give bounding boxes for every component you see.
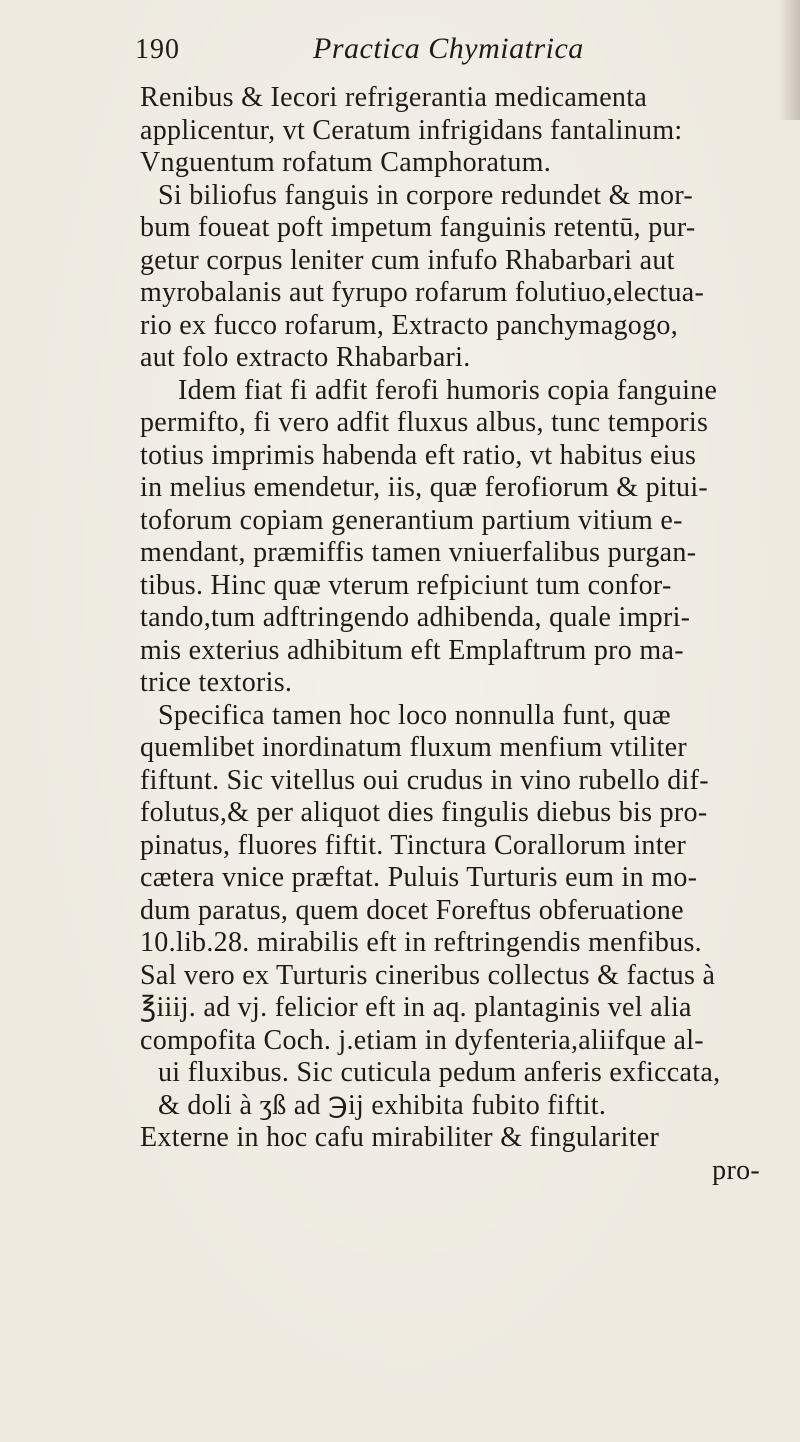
catchword: pro- — [712, 1154, 760, 1186]
body-text — [140, 82, 780, 1187]
text-line: mendant, præmiffis tamen vniuerfalibus purgan- — [140, 537, 697, 568]
page-number: 190 — [135, 34, 180, 65]
running-title: Practica Chymiatrica — [313, 32, 584, 65]
text-line: Renibus & Iecori refrigerantia medicamenta — [140, 82, 648, 113]
text-line: tibus. Hinc quæ vterum refpiciunt tum confor- — [140, 569, 672, 601]
page-header — [135, 30, 775, 70]
text-line: getur corpus leniter cum infufo Rhabarbari aut — [140, 244, 675, 276]
text-line: tando,tum adftringendo adhibenda, quale impri- — [140, 602, 691, 633]
text-line: Idem fiat fi adfit ferofi humoris copia fanguine — [178, 374, 718, 406]
text-line: rio ex fucco rofarum, Extracto panchymagogo, — [140, 309, 678, 341]
text-line: Specifica tamen hoc loco nonnulla funt, quæ — [158, 699, 671, 731]
text-line: applicentur, vt Ceratum infrigidans fantalinum: — [140, 114, 683, 146]
text-line: Sal vero ex Turturis cineribus collectus & factus à — [140, 959, 716, 991]
text-line: Externe in hoc cafu mirabiliter & fingulariter — [140, 1122, 660, 1153]
text-line: mis exterius adhibitum eft Emplaftrum pro ma- — [140, 634, 684, 666]
text-line: bum foueat poft impetum fanguinis retentū, pur- — [140, 212, 696, 243]
text-line: pinatus, fluores fiftit. Tinctura Corallorum inter — [140, 829, 687, 861]
text-line: aut folo extracto Rhabarbari. — [140, 342, 471, 373]
text-line: ℥iiij. ad vj. felicior eft in aq. plantaginis vel alia — [140, 992, 692, 1023]
text-line: cætera vnice præftat. Puluis Turturis eum in mo- — [140, 862, 698, 893]
text-line: in melius emendetur, iis, quæ ferofiorum & pitui- — [140, 472, 709, 503]
text-line: toforum copiam generantium partium vitium e- — [140, 504, 683, 536]
text-line: compofita Coch. j.etiam in dyfenteria,aliifque al- — [140, 1024, 704, 1056]
text-line: & doli à ʒß ad ℈ij exhibita fubito fiftit. — [158, 1089, 607, 1121]
text-line: myrobalanis aut fyrupo rofarum folutiuo,electua- — [140, 277, 705, 308]
text-line: totius imprimis habenda eft ratio, vt habitus eius — [140, 439, 697, 471]
text-line: fiftunt. Sic vitellus oui crudus in vino rubello dif- — [140, 764, 709, 796]
page-edge-shadow — [778, 0, 800, 120]
text-line: Vnguentum rofatum Camphoratum. — [140, 147, 552, 178]
text-line: trice textoris. — [140, 667, 293, 698]
text-line: dum paratus, quem docet Foreftus obferuatione — [140, 894, 684, 926]
text-line: folutus,& per aliquot dies fingulis diebus bis pro- — [140, 797, 708, 828]
text-line: ui fluxibus. Sic cuticula pedum anferis exficcata, — [158, 1057, 721, 1088]
text-line: 10.lib.28. mirabilis eft in reftringendis menfibus. — [140, 927, 702, 958]
text-line: permifto, fi vero adfit fluxus albus, tunc temporis — [140, 407, 709, 438]
text-line: quemlibet inordinatum fluxum menfium vtiliter — [140, 732, 687, 763]
text-line: Si biliofus fanguis in corpore redundet & mor- — [158, 179, 694, 211]
